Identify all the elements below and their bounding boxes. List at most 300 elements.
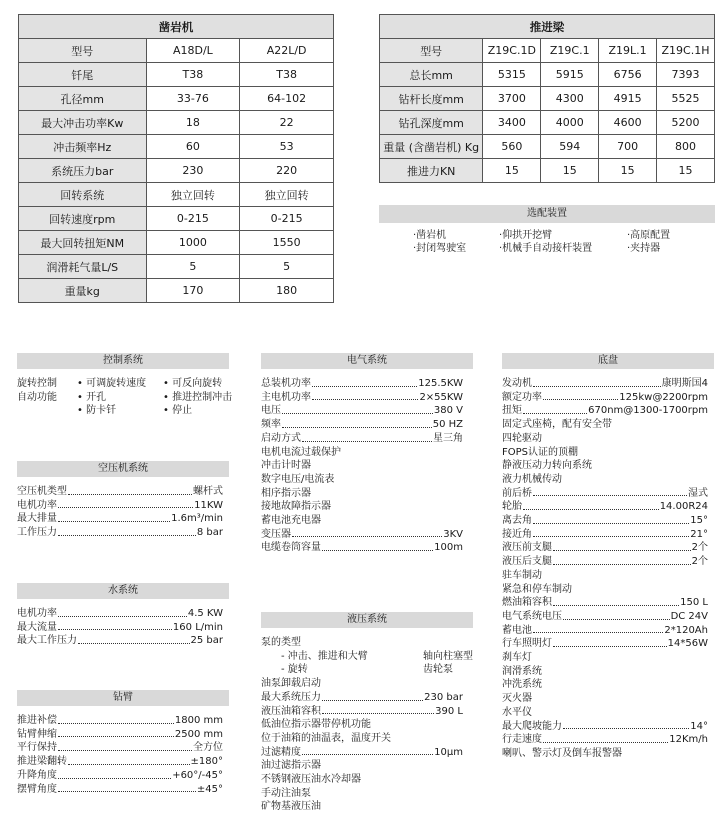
cell-value: 3400 xyxy=(483,111,541,135)
row-label: 钻孔深度mm xyxy=(380,111,483,135)
spec-value: 湿式 xyxy=(688,487,708,499)
table-row xyxy=(380,111,715,135)
dot-leader xyxy=(533,624,663,634)
spec-value: 14*56W xyxy=(667,638,708,650)
spec-row xyxy=(17,607,223,621)
row-label: 重量kg xyxy=(19,279,147,303)
spec-label: 电机电流过载保护 xyxy=(261,446,341,458)
spec-value: 150 L xyxy=(680,597,708,609)
cell-value: 15 xyxy=(657,159,715,183)
spec-label: 主电机功率 xyxy=(261,391,311,403)
dot-leader xyxy=(523,500,659,510)
row-label: 总长mm xyxy=(380,63,483,87)
spec-row xyxy=(17,741,223,755)
spec-row xyxy=(502,446,708,460)
dot-leader xyxy=(292,528,442,538)
spec-label: 矿物基液压油 xyxy=(261,801,321,813)
cell-value: 60 xyxy=(146,135,240,159)
dot-leader xyxy=(68,485,192,495)
compressor-section xyxy=(17,461,223,540)
spec-row xyxy=(261,705,463,719)
dot-leader xyxy=(68,755,190,765)
control-item: • 防卡钎 xyxy=(77,405,117,417)
option-item: ·仰拱开挖臂 xyxy=(499,230,553,241)
spec-label: 额定功率 xyxy=(502,391,542,403)
spec-label: 接地故障指示器 xyxy=(261,501,331,513)
spec-label: 手动注油泵 xyxy=(261,787,311,799)
dot-leader xyxy=(282,418,432,428)
spec-row xyxy=(17,621,223,635)
spec-value: 670nm@1300-1700rpm xyxy=(588,405,708,417)
row-label: 重量 (含凿岩机) Kg xyxy=(380,135,483,159)
water-section xyxy=(17,583,223,648)
cell-value: 0-215 xyxy=(146,207,240,231)
column-header: 型号 xyxy=(19,39,147,63)
spec-value: 390 L xyxy=(435,705,463,717)
spec-label: 水平仪 xyxy=(502,706,532,718)
spec-label: 升降角度 xyxy=(17,769,57,781)
spec-row xyxy=(261,759,463,773)
spec-label: 发动机 xyxy=(502,378,532,389)
spec-row xyxy=(502,487,708,501)
spec-label: 电压 xyxy=(261,405,281,417)
spec-label: 最大流量 xyxy=(17,621,57,633)
electrical-title: 电气系统 xyxy=(261,353,473,369)
cell-value: 5525 xyxy=(657,87,715,111)
rock-drill-title: 凿岩机 xyxy=(19,15,334,39)
electrical-section xyxy=(261,353,463,555)
dot-leader xyxy=(523,404,587,414)
spec-value: 14° xyxy=(690,720,708,732)
feed-beam-table xyxy=(379,14,715,183)
spec-row xyxy=(502,391,708,405)
spec-label: 空压机类型 xyxy=(17,486,67,497)
spec-value: 1.6m³/min xyxy=(171,513,223,525)
table-row xyxy=(19,183,334,207)
dot-leader xyxy=(553,541,691,551)
spec-row xyxy=(502,692,708,706)
spec-row xyxy=(502,637,708,651)
table-row xyxy=(19,135,334,159)
control-item: • 停止 xyxy=(163,405,193,417)
spec-value: 1800 mm xyxy=(174,715,223,726)
spec-label: 变压器 xyxy=(261,528,291,540)
spec-label: 灭火器 xyxy=(502,693,532,705)
spec-row xyxy=(17,512,223,526)
spec-value: 10μm xyxy=(434,746,463,758)
options-title: 选配装置 xyxy=(379,205,715,223)
dot-leader xyxy=(282,404,433,414)
dot-leader xyxy=(58,769,171,779)
spec-row xyxy=(502,541,708,555)
spec-value: 380 V xyxy=(433,405,463,417)
control-item: • 可反向旋转 xyxy=(163,378,223,389)
cell-value: 53 xyxy=(240,135,334,159)
table-row xyxy=(380,159,715,183)
cell-value: T38 xyxy=(240,63,334,87)
row-label: 最大回转扭矩NM xyxy=(19,231,147,255)
spec-row xyxy=(17,634,223,648)
spec-label: 最大爬坡能力 xyxy=(502,720,562,732)
spec-label: 液力机械传动 xyxy=(502,473,562,485)
cell-value: 15 xyxy=(599,159,657,183)
spec-row xyxy=(261,773,463,787)
spec-value: 50 HZ xyxy=(432,419,463,431)
dot-leader xyxy=(302,746,433,756)
spec-row xyxy=(17,714,223,728)
control-item: • 开孔 xyxy=(77,391,107,403)
row-label: 推进力KN xyxy=(380,159,483,183)
row-label: 冲击频率Hz xyxy=(19,135,147,159)
pump-kind: 齿轮泵 xyxy=(423,664,453,676)
dot-leader xyxy=(533,528,689,538)
column-header: Z19C.1H xyxy=(657,39,715,63)
spec-row xyxy=(502,432,708,446)
cell-value: 64-102 xyxy=(240,87,334,111)
spec-label: 工作压力 xyxy=(17,527,57,539)
spec-label: 驻车制动 xyxy=(502,569,542,581)
spec-label: 接近角 xyxy=(502,528,532,540)
spec-row xyxy=(502,596,708,610)
spec-value: 25 bar xyxy=(190,635,223,647)
cell-value: 0-215 xyxy=(240,207,334,231)
pump-kind: 轴向柱塞型 xyxy=(423,650,473,662)
spec-row xyxy=(502,733,708,747)
cell-value: 7393 xyxy=(657,63,715,87)
cell-value: 220 xyxy=(240,159,334,183)
chassis-title: 底盘 xyxy=(502,353,714,369)
control-line xyxy=(17,404,229,418)
spec-value: 100m xyxy=(434,542,463,554)
spec-label: 不锈钢液压油水冷却器 xyxy=(261,774,361,786)
column-header: Z19C.1D xyxy=(483,39,541,63)
spec-label: 电气系统电压 xyxy=(502,610,562,622)
spec-row xyxy=(502,706,708,720)
spec-value: 230 bar xyxy=(424,691,463,703)
option-item: ·夹持器 xyxy=(627,243,661,254)
water-title: 水系统 xyxy=(17,583,229,599)
spec-row xyxy=(261,446,463,460)
control-line xyxy=(17,377,229,391)
dot-leader xyxy=(533,514,689,524)
spec-row xyxy=(261,459,463,473)
spec-row xyxy=(17,728,223,742)
spec-label: 刹车灯 xyxy=(502,652,532,664)
table-row xyxy=(19,63,334,87)
spec-label: 油过滤指示器 xyxy=(261,760,321,772)
hydraulic-title: 液压系统 xyxy=(261,612,473,628)
dot-leader xyxy=(553,637,667,647)
cell-value: 独立回转 xyxy=(146,183,240,207)
spec-label: 电机功率 xyxy=(17,499,57,511)
spec-row xyxy=(502,720,708,734)
row-label: 钻杆长度mm xyxy=(380,87,483,111)
option-item: ·机械手自动接杆装置 xyxy=(499,243,593,254)
cell-value: 5200 xyxy=(657,111,715,135)
spec-row xyxy=(261,677,463,691)
spec-label: 喇叭、警示灯及倒车报警器 xyxy=(502,747,622,759)
cell-value: T38 xyxy=(146,63,240,87)
column-header: A22L/D xyxy=(240,39,334,63)
table-row xyxy=(380,135,715,159)
dot-leader xyxy=(312,391,418,401)
cell-value: 4000 xyxy=(541,111,599,135)
spec-row xyxy=(502,473,708,487)
column-header: A18D/L xyxy=(146,39,240,63)
spec-row xyxy=(261,473,463,487)
spec-row xyxy=(502,459,708,473)
cell-value: 6756 xyxy=(599,63,657,87)
row-label: 最大冲击功率Kw xyxy=(19,111,147,135)
spec-value: 康明斯国4 xyxy=(661,378,708,389)
spec-value: 螺杆式 xyxy=(193,486,223,497)
spec-row xyxy=(502,418,708,432)
dot-leader xyxy=(58,512,170,522)
spec-label: 过滤精度 xyxy=(261,746,301,758)
dot-leader xyxy=(322,691,423,701)
cell-value: 180 xyxy=(240,279,334,303)
spec-value: 2*120Ah xyxy=(664,624,708,636)
spec-row xyxy=(502,555,708,569)
table-row xyxy=(380,87,715,111)
spec-row xyxy=(502,514,708,528)
spec-row xyxy=(261,787,463,801)
spec-row xyxy=(502,665,708,679)
cell-value: 15 xyxy=(541,159,599,183)
options-section xyxy=(379,205,715,255)
pump-usage: - 旋转 xyxy=(281,664,308,676)
spec-row xyxy=(261,404,463,418)
chassis-section xyxy=(502,353,708,761)
spec-label: 液压前支腿 xyxy=(502,542,552,554)
dot-leader xyxy=(78,634,190,644)
cell-value: 1550 xyxy=(240,231,334,255)
spec-label: 最大排量 xyxy=(17,513,57,525)
table-row xyxy=(19,279,334,303)
table-row xyxy=(19,255,334,279)
control-system-section xyxy=(17,353,233,418)
table-row xyxy=(19,87,334,111)
dot-leader xyxy=(58,714,174,724)
spec-label: 蓄电池充电器 xyxy=(261,515,321,527)
spec-row xyxy=(261,500,463,514)
control-item: 旋转控制 xyxy=(17,378,57,389)
cell-value: 4300 xyxy=(541,87,599,111)
row-label: 系统压力bar xyxy=(19,159,147,183)
feed-beam-title: 推进梁 xyxy=(380,15,715,39)
spec-label: 固定式座椅，配有安全带 xyxy=(502,419,612,431)
spec-row xyxy=(17,769,223,783)
spec-row xyxy=(502,404,708,418)
dot-leader xyxy=(322,705,434,715)
cell-value: 22 xyxy=(240,111,334,135)
spec-row xyxy=(17,526,223,540)
spec-value: 125kw@2200rpm xyxy=(619,391,708,403)
spec-label: 扭矩 xyxy=(502,405,522,417)
spec-label: 紧急和停车制动 xyxy=(502,583,572,595)
rock-drill-header-row xyxy=(19,39,334,63)
spec-label: 液压油箱容积 xyxy=(261,705,321,717)
spec-row xyxy=(502,678,708,692)
spec-label: 摆臂角度 xyxy=(17,783,57,795)
spec-row xyxy=(502,747,708,761)
cell-value: 560 xyxy=(483,135,541,159)
spec-value: 21° xyxy=(690,528,708,540)
spec-value: ±45° xyxy=(196,783,223,795)
cell-value: 4600 xyxy=(599,111,657,135)
dot-leader xyxy=(58,526,196,536)
spec-label: 推进补偿 xyxy=(17,715,57,726)
spec-row xyxy=(261,800,463,814)
spec-value: 8 bar xyxy=(196,527,223,539)
spec-row xyxy=(502,610,708,624)
spec-value: 2500 mm xyxy=(174,728,223,740)
spec-value: 160 L/min xyxy=(172,621,223,633)
boom-title: 钻臂 xyxy=(17,690,229,706)
spec-label: 液压后支腿 xyxy=(502,556,552,568)
hydraulic-section xyxy=(261,612,473,814)
spec-row xyxy=(17,499,223,513)
spec-label: 行车照明灯 xyxy=(502,638,552,650)
dot-leader xyxy=(58,783,196,793)
spec-label: FOPS认证的顶棚 xyxy=(502,446,579,458)
dot-leader xyxy=(563,720,689,730)
option-item: ·高原配置 xyxy=(627,230,671,241)
table-row xyxy=(19,159,334,183)
pump-type-row xyxy=(261,663,463,677)
dot-leader xyxy=(533,487,687,497)
row-label: 回转速度rpm xyxy=(19,207,147,231)
row-label: 孔径mm xyxy=(19,87,147,111)
pump-usage: - 冲击、推进和大臂 xyxy=(281,650,368,662)
spec-row xyxy=(261,691,463,705)
spec-label: 最大系统压力 xyxy=(261,691,321,703)
row-label: 钎尾 xyxy=(19,63,147,87)
dot-leader xyxy=(553,596,679,606)
spec-value: +60°/-45° xyxy=(172,769,223,781)
spec-value: 2个 xyxy=(691,556,708,568)
dot-leader xyxy=(312,377,417,387)
cell-value: 1000 xyxy=(146,231,240,255)
spec-label: 电缆卷筒容量 xyxy=(261,542,321,554)
cell-value: 5 xyxy=(146,255,240,279)
spec-row xyxy=(502,583,708,597)
spec-value: DC 24V xyxy=(670,610,708,622)
spec-value: 2×55KW xyxy=(419,391,463,403)
spec-row xyxy=(502,569,708,583)
spec-row xyxy=(17,783,223,797)
cell-value: 800 xyxy=(657,135,715,159)
dot-leader xyxy=(322,541,433,551)
dot-leader xyxy=(543,733,668,743)
cell-value: 5 xyxy=(240,255,334,279)
spec-value: 3KV xyxy=(443,528,463,540)
spec-label: 燃油箱容积 xyxy=(502,597,552,609)
spec-row xyxy=(261,541,463,555)
spec-row xyxy=(261,487,463,501)
cell-value: 230 xyxy=(146,159,240,183)
spec-row xyxy=(261,514,463,528)
dot-leader xyxy=(302,432,432,442)
spec-value: 全方位 xyxy=(193,742,223,754)
table-row xyxy=(19,207,334,231)
spec-row xyxy=(502,500,708,514)
column-header: Z19C.1 xyxy=(541,39,599,63)
dot-leader xyxy=(533,377,661,387)
spec-label: 位于油箱的油温表，温度开关 xyxy=(261,732,391,744)
spec-label: 静液压动力转向系统 xyxy=(502,460,592,472)
option-item: ·封闭驾驶室 xyxy=(413,243,467,254)
spec-row xyxy=(17,755,223,769)
spec-label: 最大工作压力 xyxy=(17,635,77,647)
pump-type-row xyxy=(261,650,473,664)
cell-value: 594 xyxy=(541,135,599,159)
spec-label: 四轮驱动 xyxy=(502,432,542,444)
spec-label: 平行保持 xyxy=(17,742,57,754)
pump-type-label: 泵的类型 xyxy=(261,637,301,648)
spec-value: 11KW xyxy=(194,499,223,511)
dot-leader xyxy=(58,607,187,617)
spec-row xyxy=(261,732,463,746)
spec-row xyxy=(261,432,463,446)
control-system-title: 控制系统 xyxy=(17,353,229,369)
spec-row xyxy=(261,391,463,405)
spec-row xyxy=(17,485,223,499)
cell-value: 700 xyxy=(599,135,657,159)
spec-label: 冲洗系统 xyxy=(502,679,542,691)
spec-label: 润滑系统 xyxy=(502,665,542,677)
spec-label: 数字电压/电流表 xyxy=(261,473,335,485)
compressor-title: 空压机系统 xyxy=(17,461,229,477)
table-row xyxy=(380,63,715,87)
control-line xyxy=(17,391,233,405)
control-item: 自动功能 xyxy=(17,391,57,403)
dot-leader xyxy=(543,391,618,401)
cell-value: 独立回转 xyxy=(240,183,334,207)
column-header: 型号 xyxy=(380,39,483,63)
spec-label: 总装机功率 xyxy=(261,378,311,389)
cell-value: 4915 xyxy=(599,87,657,111)
dot-leader xyxy=(58,499,193,509)
spec-value: 12Km/h xyxy=(669,734,708,746)
spec-label: 钻臂伸缩 xyxy=(17,728,57,740)
cell-value: 18 xyxy=(146,111,240,135)
spec-label: 油泵卸载启动 xyxy=(261,678,321,690)
cell-value: 5315 xyxy=(483,63,541,87)
column-header: Z19L.1 xyxy=(599,39,657,63)
spec-label: 轮胎 xyxy=(502,501,522,513)
spec-label: 蓄电池 xyxy=(502,624,532,636)
cell-value: 5915 xyxy=(541,63,599,87)
spec-row xyxy=(261,718,463,732)
spec-label: 前后桥 xyxy=(502,487,532,499)
table-row xyxy=(19,111,334,135)
spec-value: ±180° xyxy=(190,756,223,768)
spec-row xyxy=(261,746,463,760)
control-item: • 可调旋转速度 xyxy=(77,378,147,389)
dot-leader xyxy=(563,610,670,620)
dot-leader xyxy=(58,621,172,631)
spec-value: 星三角 xyxy=(433,432,463,444)
control-item: • 推进控制冲击 xyxy=(163,391,233,403)
spec-row xyxy=(261,377,463,391)
spec-row xyxy=(502,651,708,665)
dot-leader xyxy=(553,555,691,565)
spec-label: 行走速度 xyxy=(502,734,542,746)
cell-value: 15 xyxy=(483,159,541,183)
spec-row xyxy=(261,418,463,432)
spec-value: 15° xyxy=(690,515,708,527)
